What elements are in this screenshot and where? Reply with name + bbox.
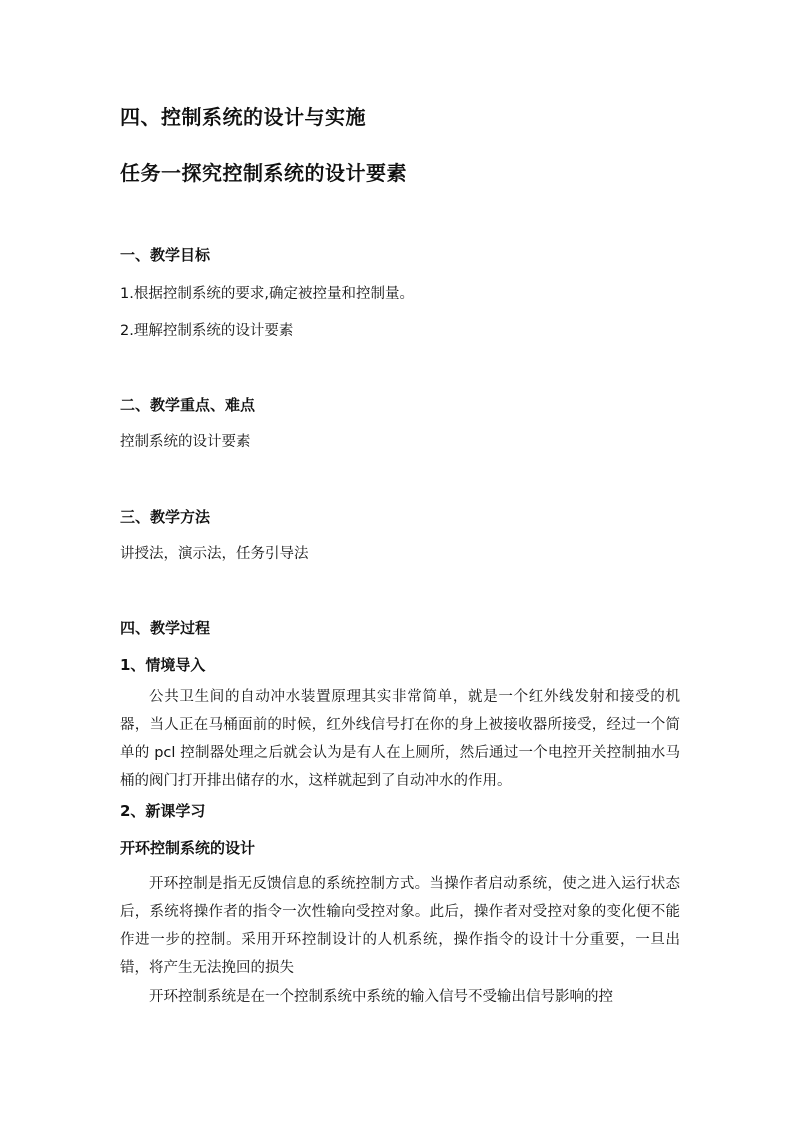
section1-item-1: 1.根据控制系统的要求,确定被控量和控制量。 (120, 286, 414, 302)
section4-sub2-paragraph-1: 开环控制是指无反馈信息的系统控制方式。当操作者启动系统，使之进入运行状态后，系统将操作者的指令一次性输向受控对象。此后，操作者对受控对象的变化便不能作进一步的控制。采用开环控制设计的人机系统，操作指令的设计十分重要，一旦出错，将产生无法挽回的损失 (120, 876, 680, 976)
section2-text: 控制系统的设计要素 (120, 434, 251, 450)
section2-heading: 二、教学重点、难点 (120, 396, 256, 414)
section4-sub1-heading: 1、情境导入 (120, 656, 206, 674)
section4-sub1-paragraph: 公共卫生间的自动冲水装置原理其实非常简单，就是一个红外线发射和接受的机器，当人正在马桶面前的时候，红外线信号打在你的身上被接收器所接受，经过一个简单的 pcl 控制器处理之后就会认为是有人在上厕所，然后通过一个电控开关控制抽水马桶的阀门打开排出储存的水，这样就起到了自动冲水的作用。 (120, 689, 680, 789)
section4-sub2-paragraph-2: 开环控制系统是在一个控制系统中系统的输入信号不受输出信号影响的控 (149, 989, 613, 1005)
section4-sub2-heading: 2、新课学习 (120, 802, 206, 820)
section3-heading: 三、教学方法 (120, 508, 211, 526)
section4-heading: 四、教学过程 (120, 619, 211, 637)
section1-heading: 一、教学目标 (120, 246, 211, 264)
document-subtitle: 任务一探究控制系统的设计要素 (120, 161, 407, 185)
section3-text: 讲授法，演示法，任务引导法 (120, 546, 309, 562)
section1-item-2: 2.理解控制系统的设计要素 (120, 323, 294, 339)
section4-sub2-topic: 开环控制系统的设计 (120, 839, 256, 857)
document-title: 四、控制系统的设计与实施 (120, 105, 366, 129)
